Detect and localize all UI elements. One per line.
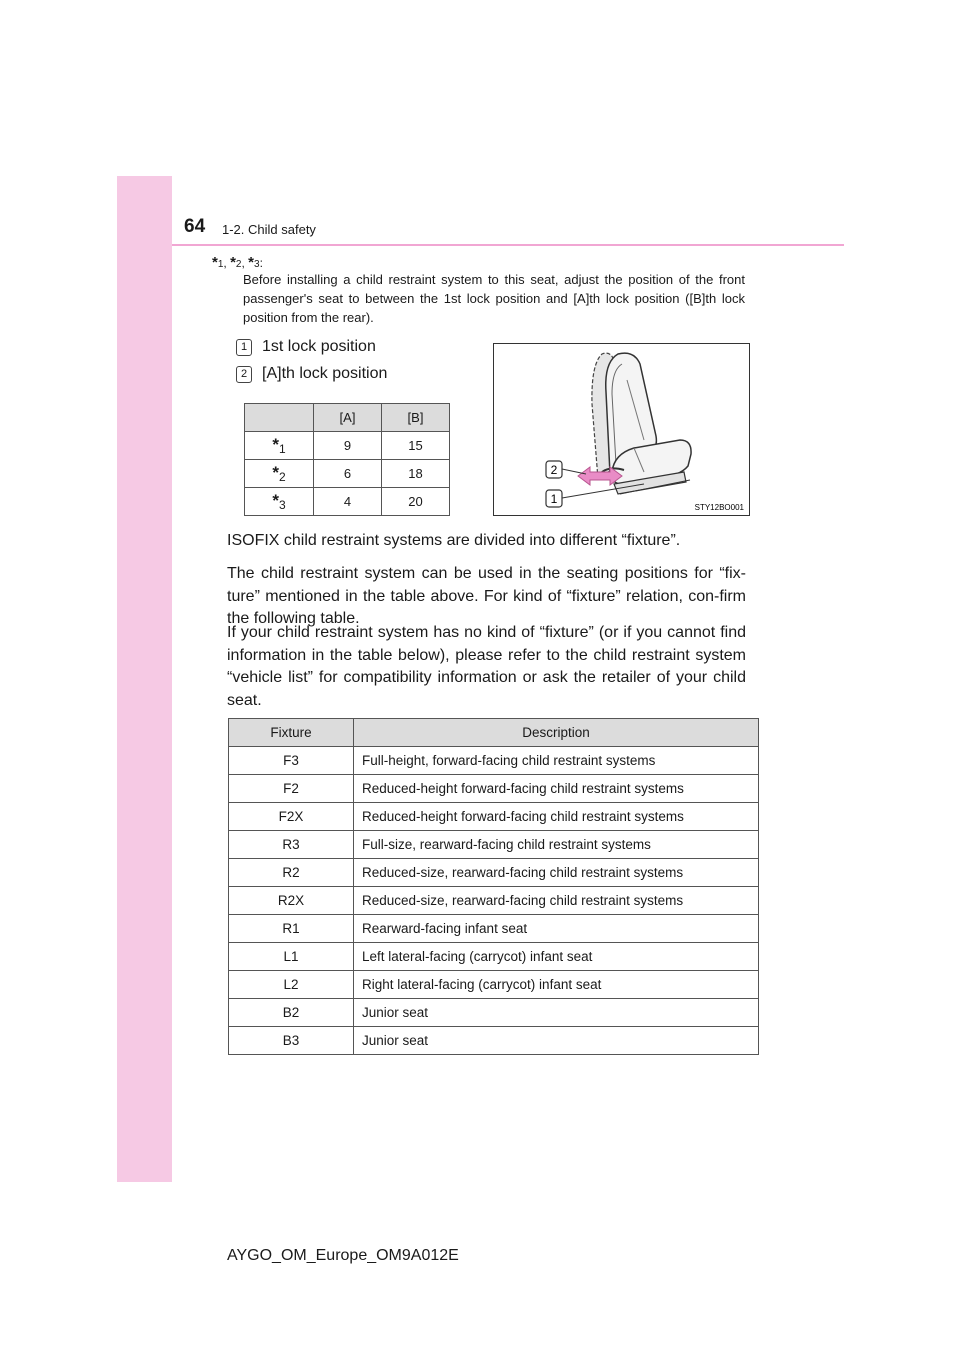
paragraph-isofix: ISOFIX child restraint systems are divided into different “fixture”. — [227, 532, 681, 549]
seat-ref-cell — [245, 460, 314, 488]
table-header-row — [245, 404, 450, 432]
fixture-code: F2 — [229, 775, 354, 803]
table-row — [245, 460, 450, 488]
paragraph-seating: The child restraint system can be used in the seating positions for “fix-ture” mentioned in the table above. For kind of “fixture” relation, con-firm the following table. — [227, 565, 746, 627]
fixture-description: Rearward-facing infant seat — [354, 915, 759, 943]
table-row — [229, 803, 759, 831]
table-row — [229, 999, 759, 1027]
fixture-code: B3 — [229, 1027, 354, 1055]
fixture-code: F2X — [229, 803, 354, 831]
callout-number-badge: 2 — [236, 366, 252, 383]
a-value: 4 — [314, 488, 382, 516]
fixture-description: Reduced-size, rearward-facing child restraint systems — [354, 887, 759, 915]
callout-item-2 — [236, 365, 387, 383]
table-row — [229, 915, 759, 943]
b-value: 18 — [382, 460, 450, 488]
fixture-code: B2 — [229, 999, 354, 1027]
callout-label: [A]th lock position — [262, 365, 388, 382]
fixture-description: Junior seat — [354, 999, 759, 1027]
ref-number: 1 — [278, 442, 286, 456]
fixture-description: Right lateral-facing (carrycot) infant seat — [354, 971, 759, 999]
fixture-code: R3 — [229, 831, 354, 859]
a-value: 9 — [314, 432, 382, 460]
header-cell — [245, 404, 314, 432]
asterisk-icon: * — [248, 254, 254, 271]
section-title: 1-2. Child safety — [222, 222, 316, 237]
fixture-code: F3 — [229, 747, 354, 775]
b-value: 15 — [382, 432, 450, 460]
seat-ref-cell — [245, 488, 314, 516]
header-cell: Fixture — [229, 719, 354, 747]
table-row — [229, 971, 759, 999]
callout-1-number: 1 — [550, 492, 558, 506]
ref-number: 3 — [278, 498, 286, 512]
fixture-table — [228, 718, 759, 1055]
figure-code: STY12BO001 — [694, 503, 744, 512]
seat-ref-cell — [245, 432, 314, 460]
fixture-description: Reduced-size, rearward-facing child restraint systems — [354, 859, 759, 887]
table-header-row — [229, 719, 759, 747]
table-row — [229, 1027, 759, 1055]
header-cell: Description — [354, 719, 759, 747]
fixture-description: Full-height, forward-facing child restraint systems — [354, 747, 759, 775]
header-rule — [172, 244, 844, 246]
table-row — [229, 887, 759, 915]
b-value: 20 — [382, 488, 450, 516]
fixture-code: R1 — [229, 915, 354, 943]
lock-position-table — [244, 403, 450, 516]
note-ref-2: 2 — [235, 259, 242, 270]
asterisk-icon: * — [272, 491, 279, 510]
table-row — [229, 775, 759, 803]
fixture-description: Reduced-height forward-facing child restraint systems — [354, 775, 759, 803]
asterisk-icon: * — [230, 254, 236, 271]
table-row — [245, 432, 450, 460]
ref-number: 2 — [278, 470, 286, 484]
table-row — [229, 831, 759, 859]
table-row — [229, 859, 759, 887]
fixture-description: Full-size, rearward-facing child restraint systems — [354, 831, 759, 859]
fixture-code: L1 — [229, 943, 354, 971]
table-row — [245, 488, 450, 516]
note-ref-1: 1 — [217, 259, 224, 270]
table-row — [229, 747, 759, 775]
fixture-code: R2 — [229, 859, 354, 887]
header-cell: [A] — [314, 404, 382, 432]
table-row — [229, 943, 759, 971]
fixture-code: L2 — [229, 971, 354, 999]
seat-illustration — [493, 343, 750, 516]
document-id: AYGO_OM_Europe_OM9A012E — [227, 1247, 459, 1264]
seat-drawing — [494, 344, 749, 515]
a-value: 6 — [314, 460, 382, 488]
note-ref-3: 3 — [254, 259, 260, 270]
asterisk-icon: * — [272, 435, 279, 454]
note-heading: *1, *2, *3: — [212, 254, 263, 271]
asterisk-icon: * — [272, 463, 279, 482]
note-body: Before installing a child restraint system to this seat, adjust the position of the front passenger's seat to between the 1st lock position and [A]th lock position ([B]th lock position from the rear). — [243, 272, 745, 325]
paragraph-no-fixture: If your child restraint system has no kind of “fixture” (or if you cannot find information in the table below), please refer to the child restraint system “vehicle list” for compatibility information or ask the retailer of your child seat. — [227, 624, 746, 709]
callout-label: 1st lock position — [262, 338, 376, 355]
chapter-sidebar — [117, 176, 172, 1182]
header-cell: [B] — [382, 404, 450, 432]
fixture-code: R2X — [229, 887, 354, 915]
asterisk-icon: * — [212, 254, 218, 271]
fixture-description: Left lateral-facing (carrycot) infant seat — [354, 943, 759, 971]
fixture-description: Reduced-height forward-facing child restraint systems — [354, 803, 759, 831]
fixture-description: Junior seat — [354, 1027, 759, 1055]
page-number: 64 — [184, 216, 206, 237]
callout-number-badge: 1 — [236, 339, 252, 356]
callout-2-number: 2 — [550, 463, 558, 477]
callout-item-1 — [236, 338, 376, 356]
